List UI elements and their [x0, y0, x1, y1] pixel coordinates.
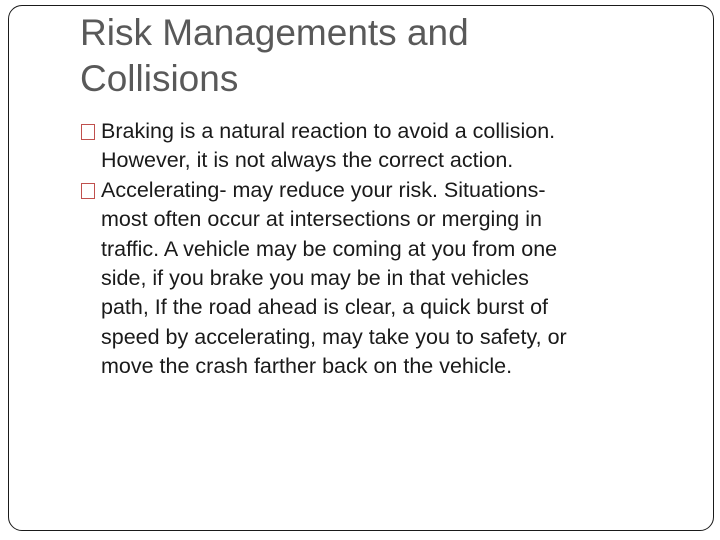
bullet-text-line: path, If the road ahead is clear, a quick burst of: [101, 295, 548, 320]
slide-title: [80, 10, 680, 102]
bullet-text-line: traffic. A vehicle may be coming at you from one: [101, 236, 558, 261]
bullet-text-line: side, if you brake you may be in that vehicles: [101, 266, 529, 291]
bullet-text-line: most often occur at intersections or merging in: [101, 207, 542, 232]
title-line: Collisions: [80, 58, 239, 99]
bullet-item: [79, 117, 679, 176]
bullet-text-line: However, it is not always the correct action.: [101, 148, 514, 173]
square-bullet-icon: [81, 183, 95, 199]
title-line: Risk Managements and: [80, 12, 469, 53]
bullet-text-line: speed by accelerating, may take you to safety, or: [101, 324, 567, 349]
bullet-text-line: move the crash farther back on the vehicle.: [101, 354, 513, 379]
bullet-item: [79, 176, 679, 382]
bullet-list: [79, 117, 679, 382]
square-bullet-icon: [81, 124, 95, 140]
bullet-text-line: Braking is a natural reaction to avoid a collision.: [101, 119, 556, 143]
bullet-text-line: Accelerating- may reduce your risk. Situations-: [101, 177, 546, 202]
